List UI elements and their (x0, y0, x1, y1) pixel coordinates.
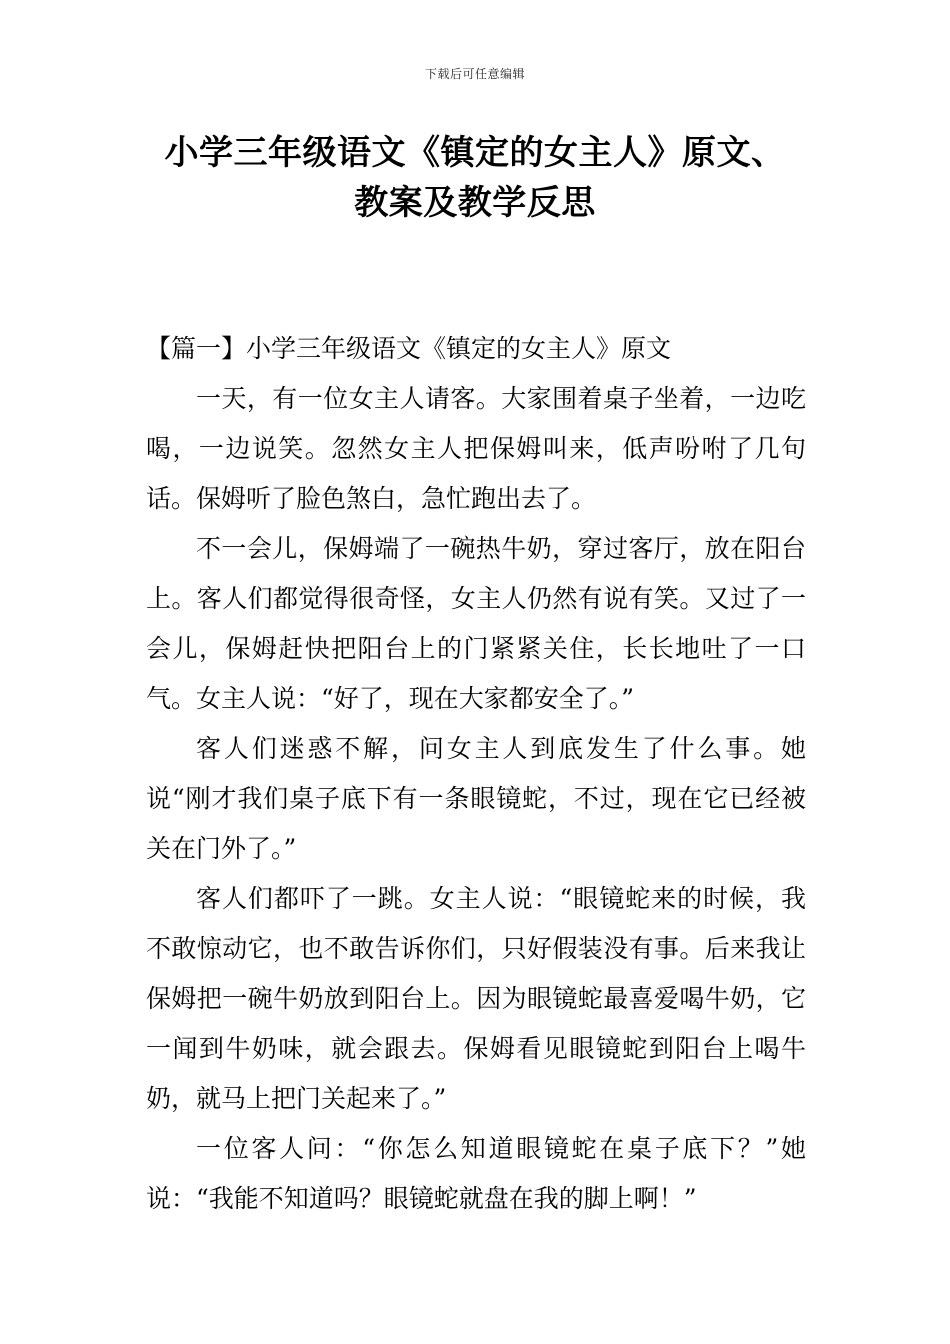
paragraph-4: 客人们都吓了一跳。女主人说：“眼镜蛇来的时候，我不敢惊动它，也不敢告诉你们，只好假装没有事。后来我让保姆把一碗牛奶放到阳台上。因为眼镜蛇最喜爱喝牛奶，它一闻到牛奶味，就会跟去。保姆看见眼镜蛇到阳台上喝牛奶，就马上把门关起来了。” (146, 884, 806, 1113)
paragraph-1: 一天，有一位女主人请客。大家围着桌子坐着，一边吃喝，一边说笑。忽然女主人把保姆叫来，低声吩咐了几句话。保姆听了脸色煞白，急忙跑出去了。 (146, 384, 806, 513)
title-line-1: 小学三年级语文《镇定的女主人》原文、 (164, 133, 786, 173)
paragraph-2: 不一会儿，保姆端了一碗热牛奶，穿过客厅，放在阳台上。客人们都觉得很奇怪，女主人仍然有说有笑。又过了一会儿，保姆赶快把阳台上的门紧紧关住，长长地吐了一口气。女主人说：“好了，现在大家都安全了。” (146, 534, 806, 713)
section-heading: 【篇一】小学三年级语文《镇定的女主人》原文 (146, 334, 672, 363)
document-body (146, 324, 806, 1224)
paragraph-3: 客人们迷惑不解，问女主人到底发生了什么事。她说“刚才我们桌子底下有一条眼镜蛇，不过，现在它已经被关在门外了。” (146, 734, 806, 863)
header-note: 下载后可任意编辑 (424, 67, 525, 81)
paragraph-5: 一位客人问：“你怎么知道眼镜蛇在桌子底下？”她说：“我能不知道吗？眼镜蛇就盘在我的脚上啊！” (146, 1134, 806, 1213)
document-title (100, 128, 850, 228)
title-line-2: 教案及教学反思 (354, 183, 596, 223)
